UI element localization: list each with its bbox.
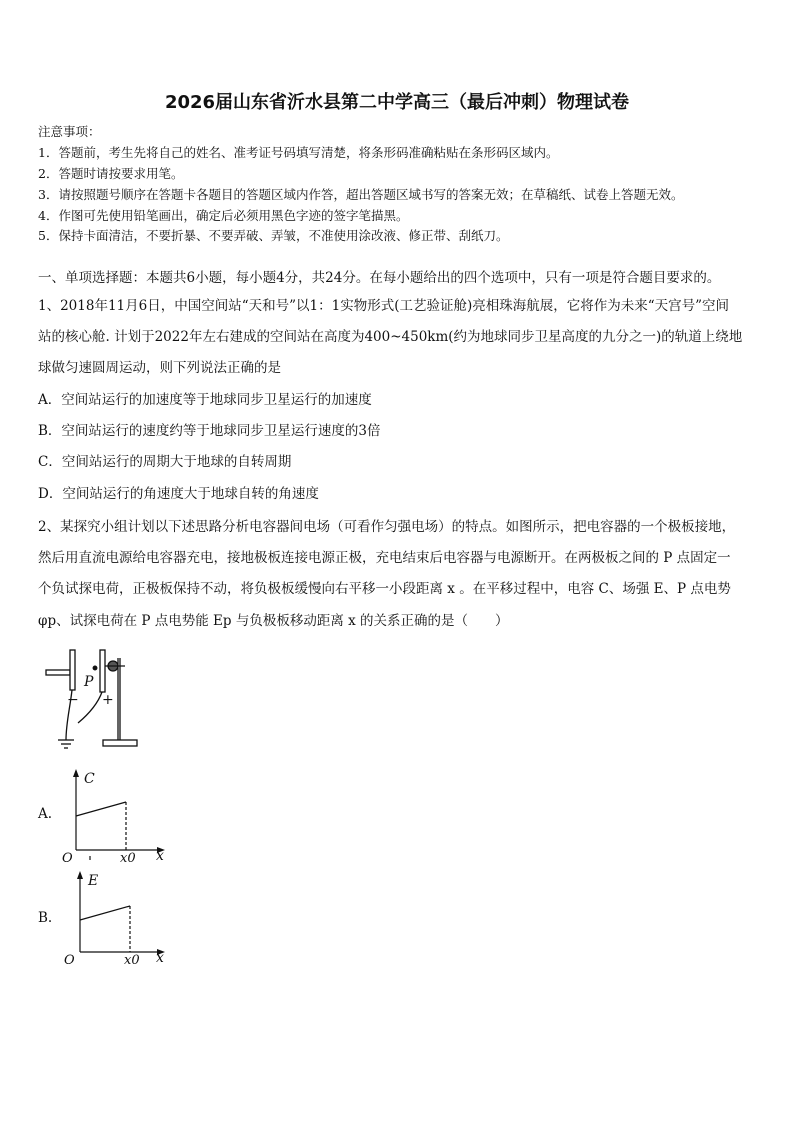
minus-sign: −	[67, 692, 79, 708]
x0-label: x0	[120, 851, 136, 866]
page-title: 2026届山东省沂水县第二中学高三（最后冲刺）物理试卷	[164, 92, 630, 113]
q2-option-b-letter: B.	[38, 910, 53, 926]
q2-option-a-graph	[58, 766, 178, 866]
q2-text: 个负试探电荷，正极板保持不动，将负极板缓慢向右平移一小段距离 x 。在平移过程中，电容 C、场强 E、P 点电势	[38, 581, 731, 597]
q1-option-d: D．空间站运行的角速度大于地球自转的角速度	[38, 486, 319, 502]
y-axis-label: E	[88, 873, 99, 889]
y-axis-label: C	[84, 771, 95, 787]
q1-option-b: B．空间站运行的速度约等于地球同步卫星运行速度的3倍	[38, 423, 381, 439]
origin-label: O	[62, 851, 73, 866]
q1-option-c: C．空间站运行的周期大于地球的自转周期	[38, 454, 292, 470]
q1-text: 站的核心舱. 计划于2022年左右建成的空间站在高度为400~450km(约为地球同步卫星高度的九分之一)的轨道上绕地	[38, 329, 743, 345]
plus-sign: +	[102, 692, 114, 708]
x-axis-label: x	[156, 950, 164, 966]
section-heading: 一、单项选择题：本题共6小题，每小题4分，共24分。在每小题给出的四个选项中，只有一项是符合题目要求的。	[38, 270, 721, 286]
q2-text: 然后用直流电源给电容器充电，接地极板连接电源正极，充电结束后电容器与电源断开。在两极板之间的 P 点固定一	[38, 550, 731, 566]
q2-text: φp、试探电荷在 P 点电势能 Ep 与负极板移动距离 x 的关系正确的是（ ）	[38, 613, 509, 629]
x-axis-label: x	[156, 848, 164, 864]
q1-text: 球做匀速圆周运动，则下列说法正确的是	[38, 360, 281, 376]
q2-option-a-letter: A.	[38, 806, 53, 822]
notice-item: 3．请按照题号顺序在答题卡各题目的答题区域内作答，超出答题区域书写的答案无效；在草稿纸、试卷上答题无效。	[38, 187, 684, 202]
notice-item: 1．答题前，考生先将自己的姓名、准考证号码填写清楚，将条形码准确粘贴在条形码区域内。	[38, 145, 559, 160]
notice-heading: 注意事项：	[38, 124, 101, 139]
capacitor-apparatus-figure	[40, 648, 150, 753]
notice-item: 2．答题时请按要求用笔。	[38, 166, 184, 181]
q1-text: 1、2018年11月6日，中国空间站“天和号”以1：1实物形式(工艺验证舱)亮相珠海航展，它将作为未来“天宫号”空间	[38, 298, 730, 314]
notice-item: 4．作图可先使用铅笔画出，确定后必须用黑色字迹的签字笔描黑。	[38, 208, 409, 223]
x0-label: x0	[124, 953, 140, 968]
notice-item: 5．保持卡面清洁，不要折暴、不要弄破、弄皱，不准使用涂改液、修正带、刮纸刀。	[38, 228, 509, 243]
q1-option-a: A．空间站运行的加速度等于地球同步卫星运行的加速度	[38, 392, 372, 408]
origin-label: O	[64, 953, 75, 968]
point-p-label: P	[84, 674, 94, 690]
q2-text: 2、某探究小组计划以下述思路分析电容器间电场（可看作匀强电场）的特点。如图所示，把电容器的一个极板接地，	[38, 519, 736, 535]
q2-option-b-graph	[58, 868, 178, 968]
